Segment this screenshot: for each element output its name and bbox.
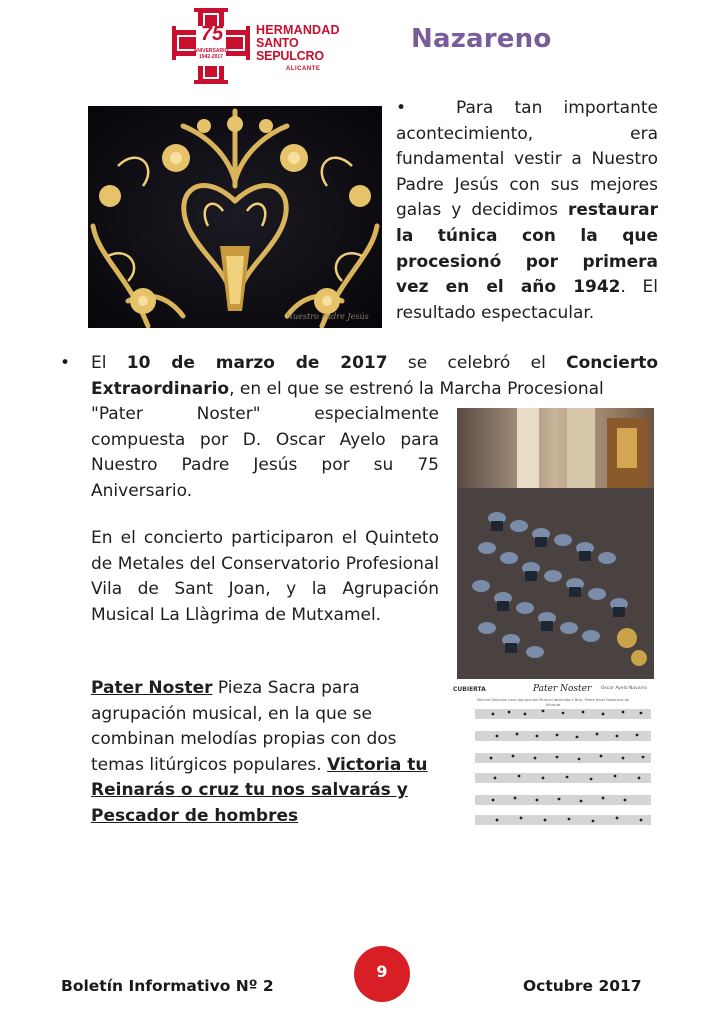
cross-emblem-icon — [172, 8, 250, 84]
p2-text-1: El — [91, 353, 127, 373]
bullet-marker: • — [396, 98, 407, 118]
embroidery-illustration — [88, 106, 382, 328]
concert-band-photo — [457, 408, 654, 679]
logo-wordmark — [256, 24, 362, 76]
footer-date: Octubre 2017 — [523, 977, 642, 995]
logo-years: ANIVERSARIO 1942-2017 — [193, 48, 229, 60]
p2-text-2: se celebró el — [387, 353, 567, 373]
paragraph-participants: En el concierto participaron el Quinteto de Metales del Conservatorio Profesional Vila de Sant Joan, y la Agrupación Musical La Llàgrima de Mutxamel. — [91, 528, 439, 625]
logo-number: 75 — [200, 23, 224, 45]
score-title: Pater Noster — [533, 684, 592, 694]
band-illustration — [457, 408, 654, 679]
logo-line-3: ALICANTE — [286, 66, 321, 72]
paragraph-pater-noster — [91, 676, 431, 830]
paragraph-concert-march: "Pater Noster" especialmente compuesta por D. Oscar Ayelo para Nuestro Padre Jesús por su 75 Aniversario. — [91, 404, 439, 501]
logo-line-1: HERMANDAD — [256, 23, 340, 37]
score-left-label: CUBIERTA — [453, 686, 486, 693]
p2-bold-date: 10 de marzo de 2017 — [126, 353, 388, 373]
pater-noster-link: Pater Noster — [91, 678, 213, 698]
music-score-image — [453, 686, 653, 828]
p2-text-3: , en el que se estrenó la Marcha Procesional — [229, 378, 604, 399]
logo-line-2: SANTO SEPULCRO — [256, 36, 324, 63]
paragraph-tunic-restoration — [396, 96, 658, 326]
photo-watermark: Nuestro Padre Jesús — [286, 312, 369, 321]
score-subtitle: Marcha Dolorosa para Agrupación Musical dedicada a Ntro. Padre Jesús Nazareno de Alicante — [477, 698, 629, 707]
score-composer: Oscar Ayelo Navarro — [601, 686, 647, 691]
paragraph-concert-intro — [91, 351, 658, 402]
p1-text-1: Para tan importante acontecimiento, era fundamental vestir a Nuestro Padre Jesús con sus mejores galas y decidimos — [396, 98, 658, 221]
bullet-marker: • — [60, 353, 71, 373]
score-staves — [453, 706, 653, 828]
section-title: Nazareno — [411, 24, 552, 54]
p1-text-2: . El resultado espectacular. — [396, 277, 658, 323]
brotherhood-logo — [172, 8, 362, 84]
footer-publication: Boletín Informativo Nº 2 — [61, 977, 274, 995]
p1-bold-1: restaurar la túnica con la que procesionó por primera vez en el año 1942 — [396, 200, 658, 298]
p2-bold-concert: Concierto Extraordinario — [91, 353, 659, 399]
liturgical-themes-link: Victoria tu Reinarás o cruz tu nos salvarás y Pescador de hombres — [91, 754, 428, 826]
page-number-badge: 9 — [354, 946, 410, 1002]
embroidered-tunic-photo — [88, 106, 382, 328]
p4-text-1: Pieza Sacra para agrupación musical, en la que se combinan melodías propias con dos temas litúrgicos populares. — [91, 678, 397, 775]
